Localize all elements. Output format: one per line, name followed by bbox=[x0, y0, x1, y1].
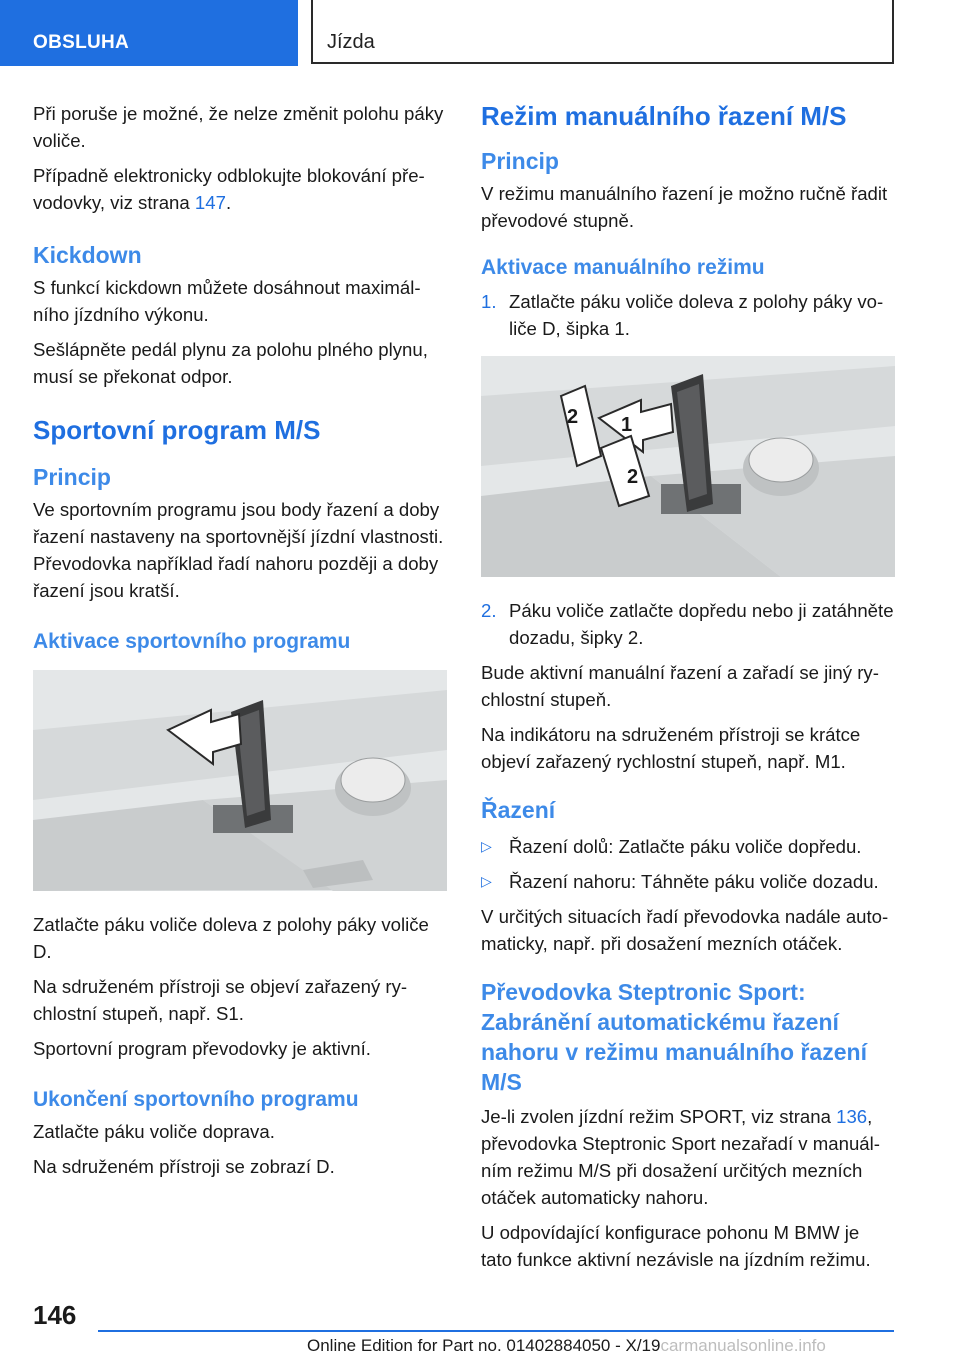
list-item-text: Řazení nahoru: Táhněte páku voliče dozadu. bbox=[509, 871, 879, 892]
list-item bbox=[481, 868, 895, 895]
heading-manual-mode: Režim manuálního řazení M/S bbox=[481, 101, 847, 131]
paragraph: Na sdruženém přístroji se objeví zařazený rychlostní stupeň, např. S1. bbox=[33, 976, 408, 1024]
gear-selector-illustration bbox=[33, 670, 447, 891]
heading-activate-manual: Aktivace manuálního režimu bbox=[481, 256, 765, 279]
heading-sport-program: Sportovní program M/S bbox=[33, 415, 321, 445]
page-number: 146 bbox=[33, 1300, 77, 1330]
triangle-bullet-icon: ▷ bbox=[481, 873, 492, 889]
arrow-label: 2 bbox=[567, 406, 579, 428]
heading-end-sport: Ukončení sportovního programu bbox=[33, 1088, 359, 1111]
heading-princip: Princip bbox=[33, 464, 111, 490]
chapter-tab: Jízda bbox=[311, 0, 894, 64]
paragraph bbox=[33, 162, 447, 216]
heading-activate-sport: Aktivace sportovního programu bbox=[33, 630, 351, 653]
paragraph: Zatlačte páku voliče doprava. bbox=[33, 1121, 275, 1142]
page-header bbox=[0, 0, 960, 66]
paragraph: S funkcí kickdown můžete dosáhnout maximálního jízdního výkonu. bbox=[33, 277, 421, 325]
paragraph bbox=[481, 1103, 895, 1211]
paragraph: Na indikátoru na sdruženém přístroji se krátce objeví zařazený rychlostní stupeň, např. M1. bbox=[481, 724, 861, 772]
right-column bbox=[481, 100, 895, 1281]
paragraph: V režimu manuálního řazení je možno ručně řadit převodové stupně. bbox=[481, 183, 888, 231]
text: , převodovka Steptronic Sport nezařadí v manuálním režimu M/S při dosažení určitých mezních otáček automaticky nahoru. bbox=[481, 1106, 880, 1208]
gear-selector-illustration bbox=[481, 356, 895, 577]
heading-shifting: Řazení bbox=[481, 797, 556, 823]
paragraph: U odpovídající konfigurace pohonu M BMW je tato funkce aktivní nezávisle na jízdním režimu. bbox=[481, 1222, 871, 1270]
step-text: Páku voliče zatlačte dopředu nebo ji zatáhněte dozadu, šipky 2. bbox=[509, 600, 894, 648]
heading-steptronic: Převodovka Steptronic Sport: Zabránění automatickému řazení nahoru v režimu manuálního řazení M/S bbox=[481, 979, 867, 1095]
paragraph: Při poruše je možné, že nelze změnit polohu páky voliče. bbox=[33, 103, 444, 151]
paragraph: Ve sportovním programu jsou body řazení a doby řazení nastaveny na sportovnější jízdní vlastnosti. Převodovka například řadí nahoru později a doby řazení jsou kratší. bbox=[33, 499, 444, 601]
triangle-bullet-icon: ▷ bbox=[481, 838, 492, 854]
paragraph: V určitých situacích řadí převodovka nadále automaticky, např. při dosažení mezních otáček. bbox=[481, 906, 889, 954]
paragraph: Zatlačte páku voliče doleva z polohy páky voliče D. bbox=[33, 914, 429, 962]
arrow-label: 2 bbox=[627, 466, 639, 488]
step-number: 2. bbox=[481, 600, 497, 621]
text: Případně elektronicky odblokujte blokování převodovky, viz strana bbox=[33, 165, 425, 213]
text: . bbox=[225, 192, 232, 213]
step-text: Zatlačte páku voliče doleva z polohy páky voliče D, šipka 1. bbox=[509, 291, 884, 339]
page-reference-link[interactable]: 147 bbox=[194, 192, 226, 213]
figure-gear-selector-right bbox=[481, 356, 895, 577]
section-tab: OBSLUHA bbox=[0, 0, 298, 66]
edition-text: Online Edition for Part no. 01402884050 - X/19 bbox=[307, 1336, 661, 1355]
left-column bbox=[33, 100, 447, 1188]
paragraph: Sešlápněte pedál plynu za polohu plného plynu, musí se překonat odpor. bbox=[33, 339, 428, 387]
page-reference-link[interactable]: 136 bbox=[836, 1106, 868, 1127]
paragraph: Bude aktivní manuální řazení a zařadí se jiný rychlostní stupeň. bbox=[481, 662, 879, 710]
step-1 bbox=[481, 288, 895, 342]
list-item-text: Řazení dolů: Zatlačte páku voliče dopředu. bbox=[509, 836, 862, 857]
step-number: 1. bbox=[481, 291, 497, 312]
heading-princip: Princip bbox=[481, 148, 559, 174]
heading-kickdown: Kickdown bbox=[33, 242, 142, 268]
paragraph: Sportovní program převodovky je aktivní. bbox=[33, 1038, 371, 1059]
list-item bbox=[481, 833, 895, 860]
figure-gear-selector-left bbox=[33, 670, 447, 891]
step-2 bbox=[481, 597, 895, 651]
text: Je-li zvolen jízdní režim SPORT, viz strana bbox=[481, 1106, 837, 1127]
watermark: carmanualsonline.info bbox=[660, 1336, 826, 1355]
footer-divider bbox=[98, 1330, 894, 1332]
footer-edition bbox=[307, 1336, 826, 1356]
paragraph: Na sdruženém přístroji se zobrazí D. bbox=[33, 1156, 335, 1177]
arrow-label: 1 bbox=[621, 414, 633, 436]
